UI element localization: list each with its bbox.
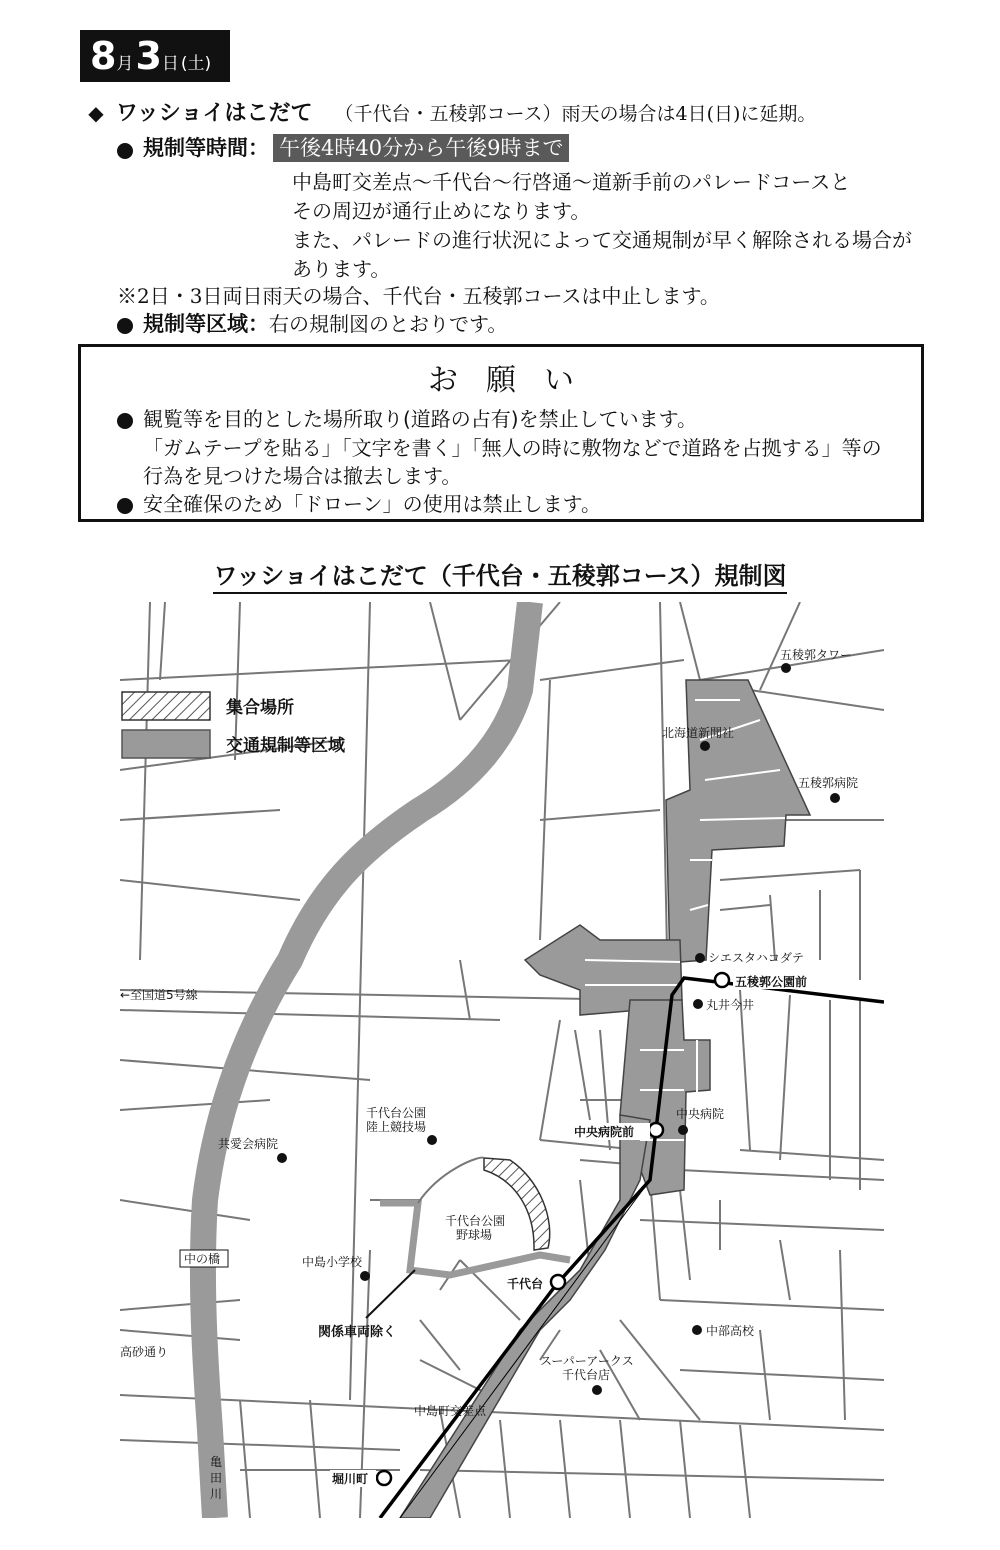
label-super-arcs-2: 千代台店 xyxy=(562,1368,611,1382)
label-hokkaido-shimbun: 北海道新聞社 xyxy=(662,726,735,740)
request-item-1-line-1: 観覧等を目的とした場所取り(道路の占有)を禁止しています。 xyxy=(143,407,698,431)
date-month: 8 xyxy=(90,34,117,78)
event-heading xyxy=(86,96,816,127)
request-item-1-line-2: 「ガムテープを貼る」「文字を書く」「無人の時に敷物などで道路を占拠する」等の xyxy=(143,436,882,460)
label-chuo-hospital: 中央病院 xyxy=(676,1107,725,1121)
bullet-icon xyxy=(117,413,133,429)
request-item-1-line-3: 行為を見つけた場合は撤去します。 xyxy=(143,464,462,488)
legend-restricted-label: 交通規制等区域 xyxy=(226,736,345,756)
request-item-1 xyxy=(117,403,697,432)
label-except-vehicles: 関係車両除く xyxy=(318,1325,397,1340)
label-naka-bridge: 中の橋 xyxy=(184,1252,221,1266)
date-weekday: (土) xyxy=(180,54,212,74)
event-course: （千代台・五稜郭コース）雨天の場合は4日(日)に延期。 xyxy=(334,103,817,125)
date-month-unit: 月 xyxy=(116,54,134,74)
time-row xyxy=(117,132,569,162)
legend-restricted-swatch xyxy=(122,730,210,758)
description-line-2: その周辺が通行止めになります。 xyxy=(292,199,591,223)
event-title: ワッショイはこだて xyxy=(116,101,313,126)
station-goryokaku-icon xyxy=(715,973,729,987)
station-chuo-icon xyxy=(649,1123,663,1137)
label-marui-imai: 丸井今井 xyxy=(706,998,755,1012)
label-athletics-1: 千代台公園 xyxy=(366,1106,427,1120)
label-takasago: 高砂通り xyxy=(120,1345,169,1359)
label-river-2: 田 xyxy=(210,1471,223,1485)
date-day: 3 xyxy=(135,34,162,78)
area-value: 右の規制図のとおりです。 xyxy=(269,312,508,336)
label-athletics-2: 陸上競技場 xyxy=(366,1120,427,1134)
bullet-icon xyxy=(117,318,133,334)
bullet-icon xyxy=(117,498,133,514)
description-line-1: 中島町交差点〜千代台〜行啓通〜道新手前のパレードコースと xyxy=(292,170,851,194)
regulation-map xyxy=(120,602,884,1518)
map-title-text: ワッショイはこだて（千代台・五稜郭コース）規制図 xyxy=(213,562,786,594)
request-item-2-text: 安全確保のため「ドローン」の使用は禁止します。 xyxy=(143,492,601,516)
event-description xyxy=(292,168,942,284)
label-nakajima-school: 中島小学校 xyxy=(302,1255,363,1269)
label-river-3: 川 xyxy=(210,1487,223,1501)
legend-gathering-swatch xyxy=(122,692,210,720)
area-label: 規制等区域： xyxy=(143,312,269,336)
legend-gathering-label: 集合場所 xyxy=(226,698,294,718)
gathering-area xyxy=(484,1158,550,1250)
label-goryokaku-tower: 五稜郭タワー xyxy=(780,648,853,662)
station-horikawa-icon xyxy=(377,1471,391,1485)
label-super-arcs-1: スーパーアークス xyxy=(540,1354,634,1368)
label-goryokaku-koenmae: 五稜郭公園前 xyxy=(735,975,808,989)
label-chiyogadai: 千代台 xyxy=(507,1277,544,1291)
label-river-1: 亀 xyxy=(210,1455,223,1469)
description-line-4: あります。 xyxy=(292,257,391,281)
map-title xyxy=(0,556,1000,591)
station-chiyogadai-icon xyxy=(551,1275,565,1289)
label-horikawa: 堀川町 xyxy=(332,1472,369,1486)
description-line-3: また、パレードの進行状況によって交通規制が早く解除される場合が xyxy=(292,228,912,252)
label-kyoaikai: 共愛会病院 xyxy=(218,1137,279,1151)
label-route5: ←至国道5号線 xyxy=(120,988,198,1002)
label-baseball-1: 千代台公園 xyxy=(445,1214,506,1228)
label-baseball-2: 野球場 xyxy=(456,1228,493,1242)
bullet-icon xyxy=(117,143,133,159)
rain-note: ※2日・3日両日雨天の場合、千代台・五稜郭コースは中止します。 xyxy=(117,284,720,308)
label-horikawa-box xyxy=(330,1470,376,1487)
label-chubu-high: 中部高校 xyxy=(706,1324,755,1338)
time-label: 規制等時間： xyxy=(143,136,269,160)
date-badge xyxy=(80,30,230,82)
label-naka-bridge-box xyxy=(180,1250,228,1267)
label-siesta: シエスタハコダテ xyxy=(708,951,804,965)
diamond-icon: ◆ xyxy=(88,101,104,125)
date-day-unit: 日 xyxy=(161,54,179,74)
time-value: 午後4時40分から午後9時まで xyxy=(273,134,569,162)
label-nakajima-crossing: 中島町交差点 xyxy=(414,1404,487,1418)
label-chuo-hospital-mae-box xyxy=(572,1123,650,1140)
request-title: お願い xyxy=(428,363,602,398)
label-goryokaku-koenmae-box xyxy=(733,972,823,989)
label-chiyogadai-box xyxy=(505,1274,549,1291)
label-goryokaku-hospital: 五稜郭病院 xyxy=(798,776,859,790)
request-box xyxy=(78,344,924,522)
label-chuo-hospital-mae: 中央病院前 xyxy=(574,1125,635,1139)
request-item-2 xyxy=(117,488,601,517)
area-row xyxy=(117,308,507,338)
